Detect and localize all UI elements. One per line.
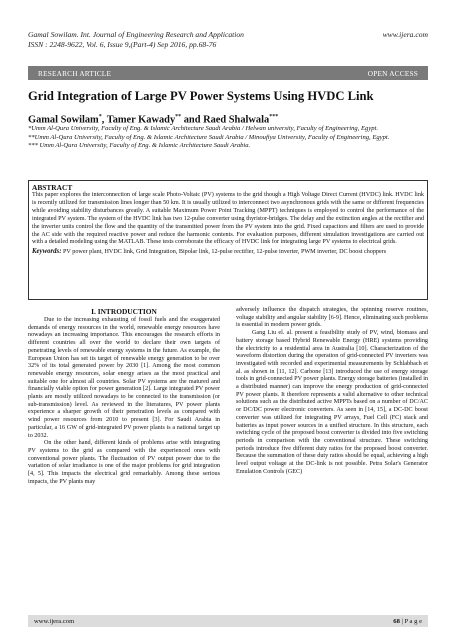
page-footer (28, 615, 428, 627)
keywords-label: Keywords: (32, 248, 62, 256)
author-mark: ** (175, 114, 182, 120)
affiliation-3: *** Umm Al-Qura University, Faculty of Eng. & Islamic Architecture Saudi Arabia. (28, 142, 251, 150)
body-paragraph: Due to the increasing exhausting of fossil fuels and the exaggerated demands of energy resources in the world, renewable energy resources have nowadays an increasing importance. This encourages the research efforts in different countries all over the world to declare their own targets of penetrating levels of renewable energy systems in the future. As example, the European Union has set its target of renewable energy generation to be over 32% of its total generated power by 2030 [1]. Among the most common renewable energy resources, solar energy arises as the most practical and suitable one for almost all countries. Solar PV systems are the matured and financially viable option for power generation [2]. Large integrated PV power plants are mostly utilized nowadays to be connected to the transmission (or sub-transmission) level. As reviewed in the literatures, PV power plants experience a sharper growth of their penetration levels as compared with wind power resources from 2010 to present [3]. For Saudi Arabia in particular, a 16 GW of grid-integrated PV power plants is a national target up to 2032. (28, 317, 220, 439)
author-name: and Raed Shalwala (181, 114, 270, 126)
journal-header (28, 30, 428, 50)
keywords-text: PV power plant, HVDC link, Grid Integration, Bipolar link, 12-pulse rectifier, 12-pulse inverter, PWM inverter, DC boost choppers (61, 249, 387, 256)
section-heading-introduction: I. INTRODUCTION (91, 307, 157, 316)
affiliations (28, 125, 428, 151)
abstract-heading: ABSTRACT (32, 183, 73, 192)
author-name: Gamal Sowilam (28, 114, 99, 126)
affiliation-1: *Umm Al-Qura University, Faculty of Eng. & Islamic Architecture Saudi Arabia / Helwan university, Faculty of Engineering, Egypt. (28, 125, 379, 132)
issn-line: ISSN : 2248-9622, Vol. 6, Issue 9,(Part-4) Sep 2016, pp.68-76 (28, 40, 217, 49)
author-mark: * (98, 114, 102, 120)
author-name: , Tamer Kawady (101, 114, 176, 126)
affiliation-2: **Umm Al-Qura University, Faculty of Eng. & Islamic Architecture Saudi Arabia / Minoufiya University, Faculty of Engineering, Egypt. (28, 133, 390, 141)
page-number: 68 (393, 617, 400, 625)
keywords-line (32, 248, 424, 257)
research-article-label: RESEARCH ARTICLE (38, 68, 112, 78)
article-type-banner (28, 66, 428, 80)
paper-title: Grid Integration of Large PV Power Systems Using HVDC Link (28, 89, 374, 103)
right-column (236, 307, 428, 476)
left-column (28, 307, 220, 486)
journal-citation: Gamal Sowilam. Int. Journal of Engineering Research and Application (28, 30, 244, 39)
body-paragraph: On the other hand, different kinds of problems arise with integrating PV systems to the grid as compared with the experienced ones with conventional power plants. The fluctuation of PV output power due to the variation of solar irradiance is one of the major problems for grid integration [4, 5]. This impacts the electrical grid remarkably. Among these serious impacts, the PV plants may (28, 440, 220, 485)
author-mark: *** (269, 114, 279, 120)
journal-website[interactable]: www.ijera.com (382, 30, 428, 39)
body-paragraph: adversely influence the dispatch strategies, the spinning reserve routines, voltage stability and angular stability [6-9]. Hence, eliminating such problems is essential in modern power grids. (236, 307, 428, 329)
page-suffix: | P a g e (399, 617, 422, 625)
page-number-label (393, 618, 422, 625)
abstract-box (28, 180, 428, 300)
open-access-label: OPEN ACCESS (367, 68, 418, 78)
abstract-text: This paper explores the interconnection of large scale Photo-Voltaic (PV) systems to the grid though a High Voltage Direct Current (HVDC) link. HVDC link is recently utilized for transmission lines longer than 50 km. It is usually utilized to interconnect two asynchronous grids with the same or different frequencies while avoiding stability disturbances greatly. A suitable Maximum Power Point Tracking (MPPT) techniques is employed to control the performance of the integrated PV system. The system of the HVDC link has two 12-pulse converter using thyristor-bridges. The delay and the extinction angles at the rectifier and the inverter units control the flow and the quantity of the transmitted power from the PV system into the grid. Fixed capacitors and filters are used to provide the AC side with the required reactive power and reduce the harmonic contents. For evaluation purposes, different simulation investigations are carried out with a detailed modeling using the MATLAB. These tests corroborate the efficacy of HVDC link for integrating large PV systems to electrical grids. (32, 192, 424, 246)
footer-website[interactable]: www.ijera.com (34, 617, 75, 625)
body-paragraph: Gang Liu el. al. present a feasibility study of PV, wind, biomass and battery storage based Hybrid Renewable Energy (HRE) systems providing the electricity to a residential area in Australia [10]. Characterization of the waveform distortion during the operation of grid-connected PV inverters was investigated with recorded and experimental measurements by Schlabbach et al. as shown in [11, 12]. Carbone [13] introduced the use of energy storage tools in grid-connected PV power plants. Energy storage batteries (installed in a distributed manner) can improve the energy production of grid-connected PV power plants. It therefore represents a valid alternative to other technical solutions such as the distributed active MPPTs based on a number of DC/AC or DC/DC power electronic converters. As seen in [14, 15], a DC-DC boost converter was utilized for integrating PV arrays, Fuel Cell (FC) stack and batteries as input power sources in a unified structure. In this structure, each switching cycle of the proposed boost converter is divided into five switching periods in comparison with the conventional structure. These switching periods introduce five different duty ratios for the proposed boost converter. Because the summation of these duty ratios should be equal, achieving a high level output voltage at the DC-link is not possible. Petra Solar's Generator Emulation Controls (GEC) (236, 330, 428, 475)
